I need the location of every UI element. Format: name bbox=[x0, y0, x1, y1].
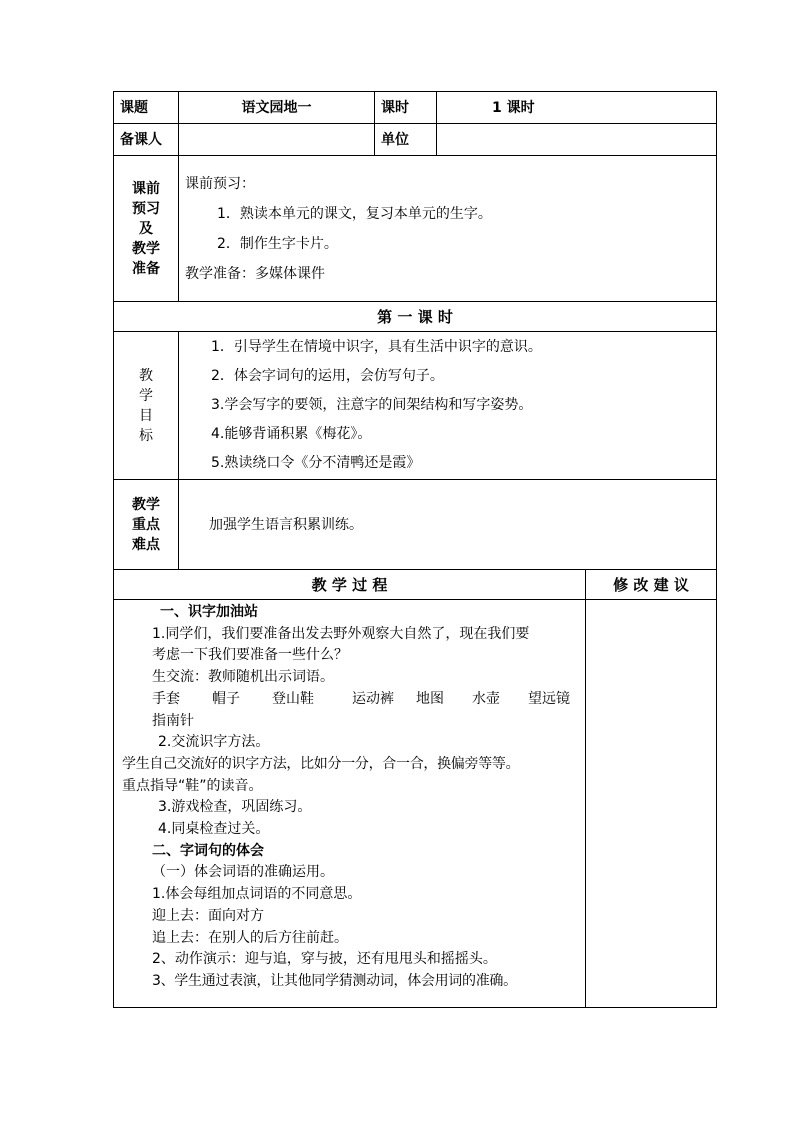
prep-line-2: 1．熟读本单元的课文，复习本单元的生字。 bbox=[217, 205, 492, 222]
word-list bbox=[122, 689, 579, 711]
prep-label-2: 预习 bbox=[132, 200, 160, 217]
s1-line-6: 重点指导“鞋”的读音。 bbox=[122, 777, 263, 794]
word-4: 运动裤 bbox=[352, 690, 394, 707]
goals-label-2: 学 bbox=[139, 387, 153, 404]
goals-label-1: 教 bbox=[139, 367, 153, 384]
goals-content bbox=[179, 332, 717, 480]
suggest-header: 修 改 建 议 bbox=[586, 570, 717, 600]
key-points-row bbox=[114, 480, 717, 570]
word-5: 地图 bbox=[416, 690, 444, 707]
prep-label-5: 准备 bbox=[132, 260, 160, 277]
word-3: 登山鞋 bbox=[272, 690, 314, 707]
topic-value: 语文园地一 bbox=[179, 92, 375, 124]
prep-label-1: 课前 bbox=[132, 180, 160, 197]
process-row bbox=[114, 600, 717, 1008]
unit-value bbox=[437, 124, 717, 156]
s2-line-3: 迎上去：面向对方 bbox=[152, 907, 264, 924]
prep-label-3: 及 bbox=[139, 220, 153, 237]
goal-line-2: 2．体会字词句的运用，会仿写句子。 bbox=[211, 368, 444, 384]
period-value: 1 课时 bbox=[437, 92, 717, 124]
s2-line-1: （一）体会词语的准确运用。 bbox=[152, 864, 334, 881]
preparer-row bbox=[114, 124, 717, 156]
preparer-value bbox=[179, 124, 375, 156]
word-6: 水壶 bbox=[472, 690, 500, 707]
prep-line-1: 课前预习： bbox=[185, 175, 255, 192]
topic-row bbox=[114, 92, 717, 124]
s1-line-1: 1.同学们，我们要准备出发去野外观察大自然了，现在我们要 bbox=[152, 625, 530, 642]
s1-line-2: 考虑一下我们要准备一些什么？ bbox=[152, 647, 348, 664]
s1-line-4: 2.交流识字方法。 bbox=[158, 734, 270, 751]
goal-line-1: 1．引导学生在情境中识字，具有生活中识字的意识。 bbox=[211, 339, 542, 355]
s1-line-8: 4.同桌检查过关。 bbox=[158, 821, 270, 838]
s2-line-2: 1.体会每组加点词语的不同意思。 bbox=[152, 886, 362, 903]
prep-label-4: 教学 bbox=[132, 240, 160, 257]
s1-line-5: 学生自己交流好的识字方法，比如分一分，合一合，换偏旁等等。 bbox=[122, 755, 520, 772]
goals-row bbox=[114, 332, 717, 480]
s1-line-3: 生交流：教师随机出示词语。 bbox=[152, 669, 334, 686]
goals-label-4: 标 bbox=[139, 427, 153, 444]
process-header-row bbox=[114, 570, 717, 600]
period-label: 课时 bbox=[375, 92, 437, 124]
word-last: 指南针 bbox=[152, 712, 194, 729]
key-label-1: 教学 bbox=[132, 496, 160, 513]
key-points-text: 加强学生语言积累训练。 bbox=[179, 480, 717, 570]
key-label-2: 重点 bbox=[132, 516, 160, 533]
key-label-3: 难点 bbox=[132, 536, 160, 553]
unit-label: 单位 bbox=[375, 124, 437, 156]
word-7: 望远镜 bbox=[528, 690, 570, 707]
goal-line-5: 5.熟读绕口令《分不清鸭还是霞》 bbox=[211, 455, 421, 471]
suggest-content bbox=[586, 600, 717, 1008]
topic-label: 课题 bbox=[114, 92, 179, 124]
goals-label bbox=[114, 332, 179, 480]
goal-line-4: 4.能够背诵积累《梅花》。 bbox=[211, 426, 372, 442]
s2-line-6: 3、学生通过表演，让其他同学猜测动词，体会用词的准确。 bbox=[152, 972, 517, 989]
prep-label bbox=[114, 156, 179, 302]
s2-line-4: 追上去：在别人的后方往前赶。 bbox=[152, 929, 348, 946]
section2-title: 二、字词句的体会 bbox=[152, 842, 264, 859]
section1-title: 一、识字加油站 bbox=[160, 604, 258, 620]
goals-label-3: 目 bbox=[139, 407, 153, 424]
key-points-label bbox=[114, 480, 179, 570]
word-1: 手套 bbox=[152, 690, 180, 707]
lesson-title-row bbox=[114, 302, 717, 332]
prep-line-4: 教学准备：多媒体课件 bbox=[185, 265, 325, 282]
process-content bbox=[114, 600, 586, 1008]
lesson-plan-table bbox=[113, 91, 717, 1008]
s2-line-5: 2、动作演示：迎与追，穿与披，还有甩甩头和摇摇头。 bbox=[152, 951, 497, 968]
prep-content bbox=[179, 156, 717, 302]
goal-line-3: 3.学会写字的要领，注意字的间架结构和写字姿势。 bbox=[211, 397, 533, 413]
prep-row bbox=[114, 156, 717, 302]
lesson-title: 第 一 课 时 bbox=[114, 302, 717, 332]
word-2: 帽子 bbox=[212, 690, 240, 707]
s1-line-7: 3.游戏检查，巩固练习。 bbox=[158, 799, 312, 816]
process-header: 教 学 过 程 bbox=[114, 570, 586, 600]
prep-line-3: 2．制作生字卡片。 bbox=[217, 235, 338, 252]
preparer-label: 备课人 bbox=[114, 124, 179, 156]
